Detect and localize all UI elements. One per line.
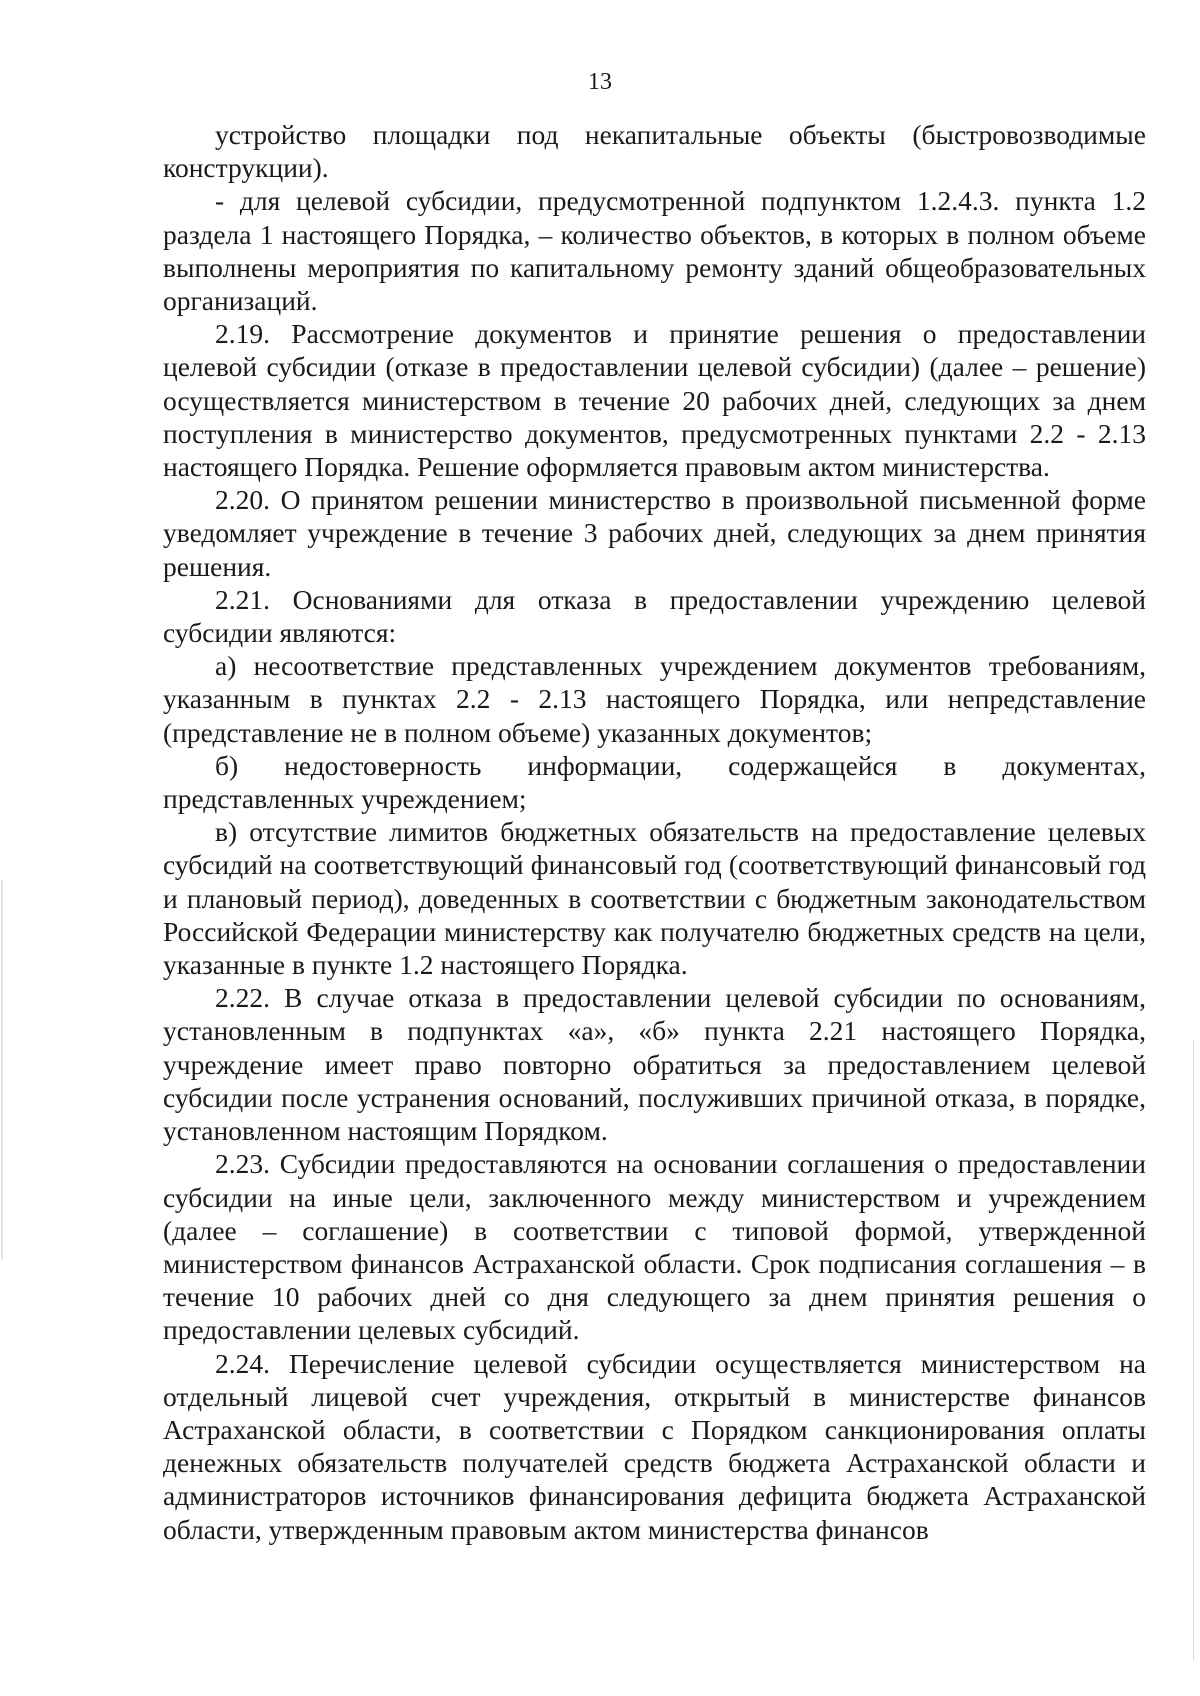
paragraph: устройство площадки под некапитальные объекты (быстровозводимые конструкции). — [163, 119, 1146, 184]
paragraph: б) недостоверность информации, содержащейся в документах, представленных учреждением; — [163, 749, 1146, 815]
document-body — [163, 118, 1146, 1546]
paragraph: а) несоответствие представленных учреждением документов требованиям, указанным в пунктах 2.2 - 2.13 настоящего Порядка, или непредставление (представление не в полном объеме) указанных документов; — [163, 650, 1146, 748]
paragraph: 2.24. Перечисление целевой субсидии осуществляется министерством на отдельный лицевой счет учреждения, открытый в министерстве финансов Астраханской области, в соответствии с Порядком санкционирования оплаты денежных обязательств получателей средств бюджета Астраханской области и администраторов источников финансирования дефицита бюджета Астраханской области, утвержденным правовым актом министерства финансов — [163, 1347, 1146, 1545]
paragraph: 2.21. Основаниями для отказа в предоставлении учреждению целевой субсидии являются: — [163, 583, 1146, 649]
paragraph: 2.19. Рассмотрение документов и принятие решения о предоставлении целевой субсидии (отказе в предоставлении целевой субсидии) (далее – решение) осуществляется министерством в течение 20 рабочих дней, следующих за днем поступления в министерство документов, предусмотренных пунктами 2.2 - 2.13 настоящего Порядка. Решение оформляется правовым актом министерства. — [163, 318, 1146, 483]
paragraph: в) отсутствие лимитов бюджетных обязательств на предоставление целевых субсидий на соответствующий финансовый год (соответствующий финансовый год и плановый период), доведенных в соответствии с бюджетным законодательством Российской Федерации министерству как получателю бюджетных средств на цели, указанные в пункте 1.2 настоящего Порядка. — [163, 816, 1146, 981]
paragraph: - для целевой субсидии, предусмотренной подпунктом 1.2.4.3. пункта 1.2 раздела 1 настоящего Порядка, – количество объектов, в которых в полном объеме выполнены мероприятия по капитальному ремонту зданий общеобразовательных организаций. — [163, 185, 1146, 317]
paragraph: 2.23. Субсидии предоставляются на основании соглашения о предоставлении субсидии на иные цели, заключенного между министерством и учреждением (далее – соглашение) в соответствии с типовой формой, утвержденной министерством финансов Астраханской области. Срок подписания соглашения – в течение 10 рабочих дней со дня следующего за днем принятия решения о предоставлении целевых субсидий. — [163, 1148, 1146, 1346]
scan-edge-right — [1193, 1040, 1194, 1660]
paragraph: 2.20. О принятом решении министерство в произвольной письменной форме уведомляет учреждение в течение 3 рабочих дней, следующих за днем принятия решения. — [163, 484, 1146, 582]
scan-edge-left — [1, 880, 3, 1260]
page-number: 13 — [588, 69, 612, 95]
paragraph: 2.22. В случае отказа в предоставлении целевой субсидии по основаниям, установленным в подпунктах «а», «б» пункта 2.21 настоящего Порядка, учреждение имеет право повторно обратиться за предоставлением целевой субсидии после устранения оснований, послуживших причиной отказа, в порядке, установленном настоящим Порядком. — [163, 982, 1146, 1147]
